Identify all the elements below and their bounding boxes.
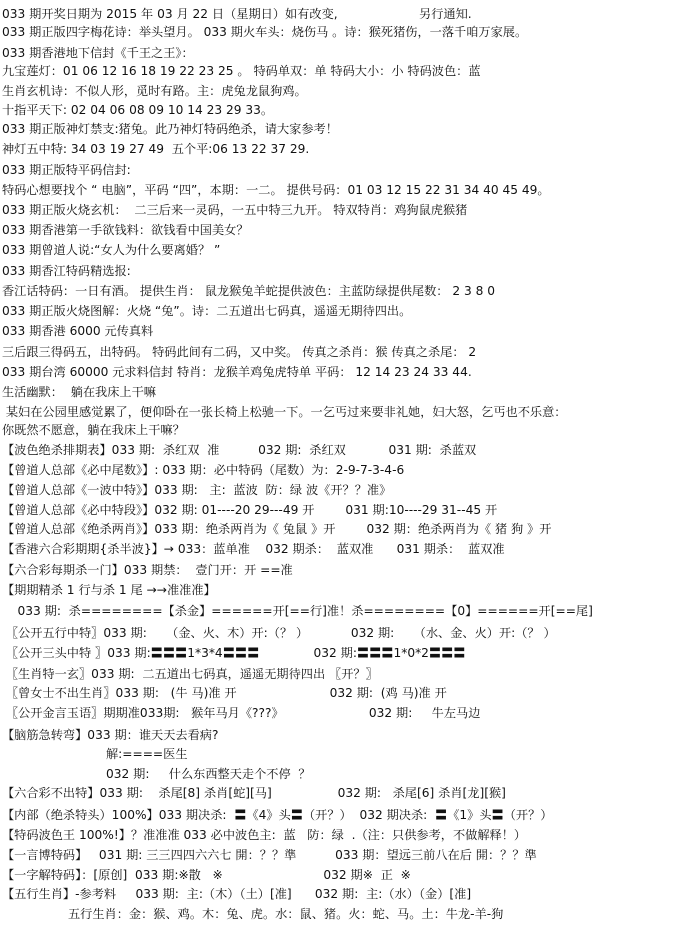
doc-line: 033 期香江特码精选报:	[2, 264, 131, 278]
doc-line: 你既然不愿意，躺在我床上干嘛？	[2, 423, 185, 437]
doc-line: 033 期香港第一手欲钱料：欲钱看中国美女？	[2, 223, 249, 237]
doc-line: 【一言博特码】 031 期: 三三四四六六七 開：？？準 033 期：望远三前八在后 開：？？準	[2, 848, 537, 862]
doc-line: 033 期正版四字梅花诗：举头望月。 033 期火车头：烧伤马 。诗：猴死猪伤，一落千咱万家展。	[2, 25, 528, 39]
doc-line: 〖公开五行中特〗033 期: （金、火、木）开:（？ ） 032 期: （水、金、火）开:（？ ）	[2, 626, 556, 640]
doc-line: 033 期正版特平码信封:	[2, 163, 131, 177]
doc-line: 033 期香港地下信封《千王之王》：	[2, 46, 194, 60]
doc-line: 五行生肖：金：猴、鸡。木：兔、虎。水：鼠、猪。火：蛇、马。土：牛龙-羊-狗	[68, 907, 504, 921]
doc-line: 〖公开三头中特 〗033 期:〓〓〓1*3*4〓〓〓 032 期:〓〓〓1*0*2〓〓〓	[2, 646, 466, 660]
doc-line: 033 期开奖日期为 2015 年 03 月 22 日（星期日）如有改变, 另行通知.	[2, 7, 472, 21]
doc-line: 【曾道人总部《绝杀两肖》】033 期：绝杀两肖为《 兔鼠 》开 032 期：绝杀两肖为《 猪 狗 》开	[2, 522, 552, 536]
doc-line: 【曾道人总部《必中特段》】032 期: 01----20 29---49 开 031 期:10----29 31--45 开	[2, 503, 498, 517]
doc-line: 香江话特码：一日有酒。 提供生肖： 鼠龙猴兔羊蛇提供波色：主蓝防绿提供尾数： 2 3 8 0	[2, 284, 496, 298]
doc-line: 【一字解特码】：[原创] 033 期:※散 ※ 032 期※ 正 ※	[2, 868, 411, 882]
doc-line: 某妇在公园里感觉累了，便仰卧在一张长椅上松驰一下。一乞丐过来要非礼她，妇大怒，乞丐也不乐意：	[2, 405, 567, 419]
doc-line: 解:====医生	[106, 747, 188, 761]
doc-line: 【六合彩每期杀一门】033 期禁： 壹门开：开 ==准	[2, 563, 293, 577]
doc-line: 033 期曾道人说:“女人为什么要离婚？ ”	[2, 243, 221, 257]
doc-line: 【香港六合彩期期{杀半波}】→ 033：蓝单准 032 期杀： 蓝双准 031 期杀： 蓝双准	[2, 542, 505, 556]
doc-line: 九宝莲灯：01 06 12 16 18 19 22 23 25 。 特码单双：单 特码大小：小 特码波色：蓝	[2, 64, 481, 78]
doc-line: 032 期: 什么东西整天走个不停 ？	[106, 767, 311, 781]
doc-line: 【脑筋急转弯】033 期：谁天天去看病?	[2, 728, 219, 742]
doc-line: 033 期正版火烧玄机： 二三后来一灵码，一五中特三九开。 特双特肖：鸡狗鼠虎猴猪	[2, 203, 468, 217]
doc-line: 神灯五中特: 34 03 19 27 49 五个平:06 13 22 37 29.	[2, 142, 310, 156]
doc-line: 【期期精杀 1 行与杀 1 尾 →→准准准】	[2, 583, 216, 597]
doc-line: 033 期正版火烧图解：火烧 “兔”。诗：二五道出七码真，遥遥无期待四出。	[2, 304, 412, 318]
doc-line: 〖生肖特一玄〗033 期: 二五道出七码真，遥遥无期待四出 〖开？〗	[2, 667, 378, 681]
doc-line: 三后跟三得码五，出特码。 特码此间有二码，又中奖。 传真之杀肖：猴 传真之杀尾： 2	[2, 345, 477, 359]
doc-line: 生肖玄机诗：不似人形，觅时有路。主：虎兔龙鼠狗鸡。	[2, 84, 307, 98]
doc-line: 【特码波色王 100%!】？准准准 033 必中波色主: 蓝 防：绿 .（注：只供参考，不做解释！）	[2, 828, 527, 842]
doc-line: 生活幽默： 躺在我床上干嘛	[2, 385, 156, 399]
doc-line: 033 期台湾 60000 元求料信封 特肖：龙猴羊鸡兔虎特单 平码： 12 14 23 24 33 44.	[2, 365, 472, 379]
doc-line: 〖曾女士不出生肖〗033 期: (牛 马)准 开 032 期: (鸡 马)准 开	[2, 686, 447, 700]
doc-line: 033 期正版神灯禁支:猪兔。此乃神灯特码绝杀，请大家参考！	[2, 122, 338, 136]
doc-line: 【曾道人总部《一波中特》】033 期: 主: 蓝波 防：绿 波《开？？准》	[2, 483, 392, 497]
doc-line: 【内部（绝杀特头）100%】033 期决杀: 〓《4》头〓（开？） 032 期决杀: 〓《1》头〓（开？）	[2, 808, 553, 822]
doc-line: 十指平天下: 02 04 06 08 09 10 14 23 29 33。	[2, 103, 274, 117]
doc-line: 033 期: 杀========【杀金】======开[==行]准！杀========【0】======开[==尾]	[2, 604, 593, 618]
doc-line: 033 期香港 6000 元传真料	[2, 324, 154, 338]
doc-line: 【六合彩不出特】033 期: 杀尾[8] 杀肖[蛇][马] 032 期: 杀尾[6] 杀肖[龙][猴]	[2, 786, 506, 800]
doc-line: 特码心想要找个 “ 电脑”，平码 “四”，本期：一二。 提供号码：01 03 12 15 22 31 34 40 45 49。	[2, 183, 550, 197]
doc-line: 【曾道人总部《必中尾数》】: 033 期：必中特码（尾数）为：2-9-7-3-4-6	[2, 463, 405, 477]
doc-line: 〖公开金言玉语〗期期准033期: 猴年马月《???》 032 期: 牛左马边	[2, 706, 481, 720]
doc-line: 【五行生肖】-参考料 033 期: 主:（木）（土）[准] 032 期: 主:（水）（金）[准]	[2, 887, 472, 901]
doc-line: 【波色绝杀排期表】033 期: 杀红双 准 032 期: 杀红双 031 期: 杀蓝双	[2, 443, 477, 457]
